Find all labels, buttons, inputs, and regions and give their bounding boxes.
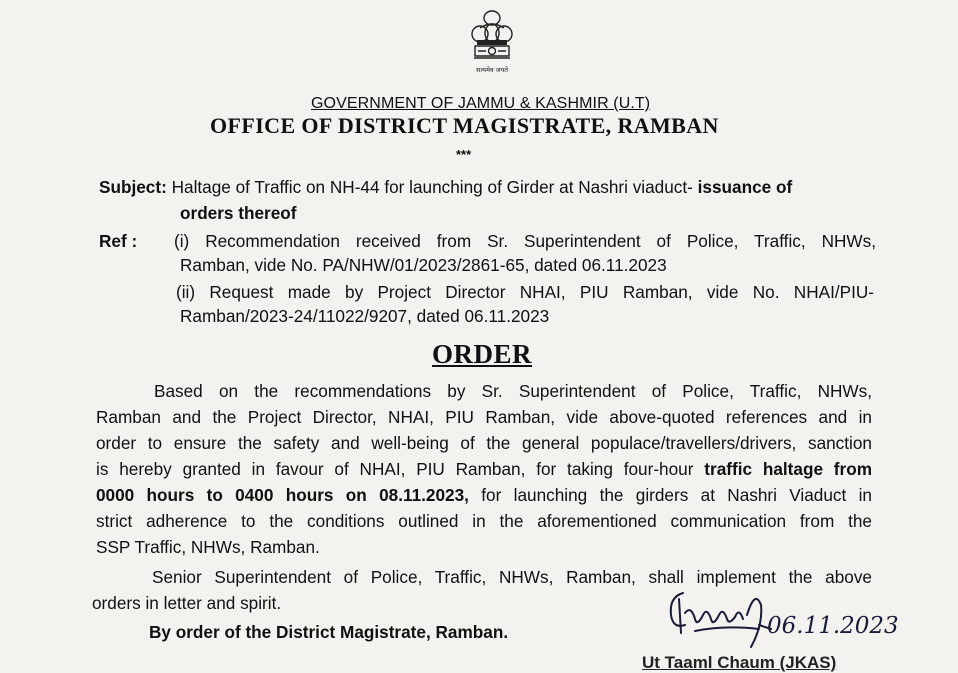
order-para1-line5	[96, 484, 872, 506]
order-para1-line3: order to ensure the safety and well-being of the general populace/travellers/drivers, sanction	[96, 433, 872, 453]
order-para1-line1: Based on the recommendations by Sr. Superintendent of Police, Traffic, NHWs,	[154, 381, 872, 401]
order-para2-line1: Senior Superintendent of Police, Traffic, NHWs, Ramban, shall implement the above	[152, 567, 872, 587]
para1-line5-bold: 0000 hours to 0400 hours on 08.11.2023,	[96, 485, 469, 505]
order-para1-line2: Ramban and the Project Director, NHAI, PIU Ramban, vide above-quoted references and in	[96, 407, 872, 427]
subject-bold-1: issuance of	[697, 177, 793, 197]
signatory-name-partial: Ut Taaml Chaum (JKAS)	[642, 653, 837, 672]
ref-item-2-line-1: (ii) Request made by Project Director NHAI, PIU Ramban, vide No. NHAI/PIU-	[176, 282, 874, 302]
subject-text: Haltage of Traffic on NH-44 for launching of Girder at Nashri viaduct-	[171, 177, 693, 197]
order-para1-line7: SSP Traffic, NHWs, Ramban.	[96, 537, 320, 557]
handwritten-signature	[655, 585, 899, 661]
signature-date: 06.11.2023	[767, 613, 899, 639]
emblem-caption: सत्यमेव जयते	[476, 66, 508, 74]
subject-line-2: orders thereof	[180, 203, 297, 223]
order-para2-line2: orders in letter and spirit.	[92, 593, 282, 613]
office-heading: OFFICE OF DISTRICT MAGISTRATE, RAMBAN	[210, 113, 719, 138]
government-heading: GOVERNMENT OF JAMMU & KASHMIR (U.T)	[311, 95, 651, 112]
subject-label: Subject:	[99, 177, 167, 197]
ref-item-1-line-1: (i) Recommendation received from Sr. Superintendent of Police, Traffic, NHWs,	[174, 231, 876, 251]
order-heading: ORDER	[432, 339, 533, 369]
closing-line: By order of the District Magistrate, Ramban.	[149, 622, 509, 642]
order-para1-line4	[96, 458, 872, 480]
ref-item-2-line-2: Ramban/2023-24/11022/9207, dated 06.11.2023	[180, 306, 550, 326]
para1-line4-bold: traffic haltage from	[704, 459, 873, 479]
subject-line-1	[99, 176, 792, 198]
national-emblem-icon	[466, 6, 518, 80]
order-para1-line6: strict adherence to the conditions outlined in the aforementioned communication from the	[96, 511, 872, 531]
ref-label: Ref :	[99, 231, 138, 251]
ref-item-1-line-2: Ramban, vide No. PA/NHW/01/2023/2861-65, dated 06.11.2023	[180, 255, 667, 275]
separator: ***	[456, 147, 472, 162]
para1-line5-text: for launching the girders at Nashri Viaduct in	[481, 485, 872, 505]
para1-line4-text: is hereby granted in favour of NHAI, PIU Ramban, for taking four-hour	[96, 459, 694, 479]
